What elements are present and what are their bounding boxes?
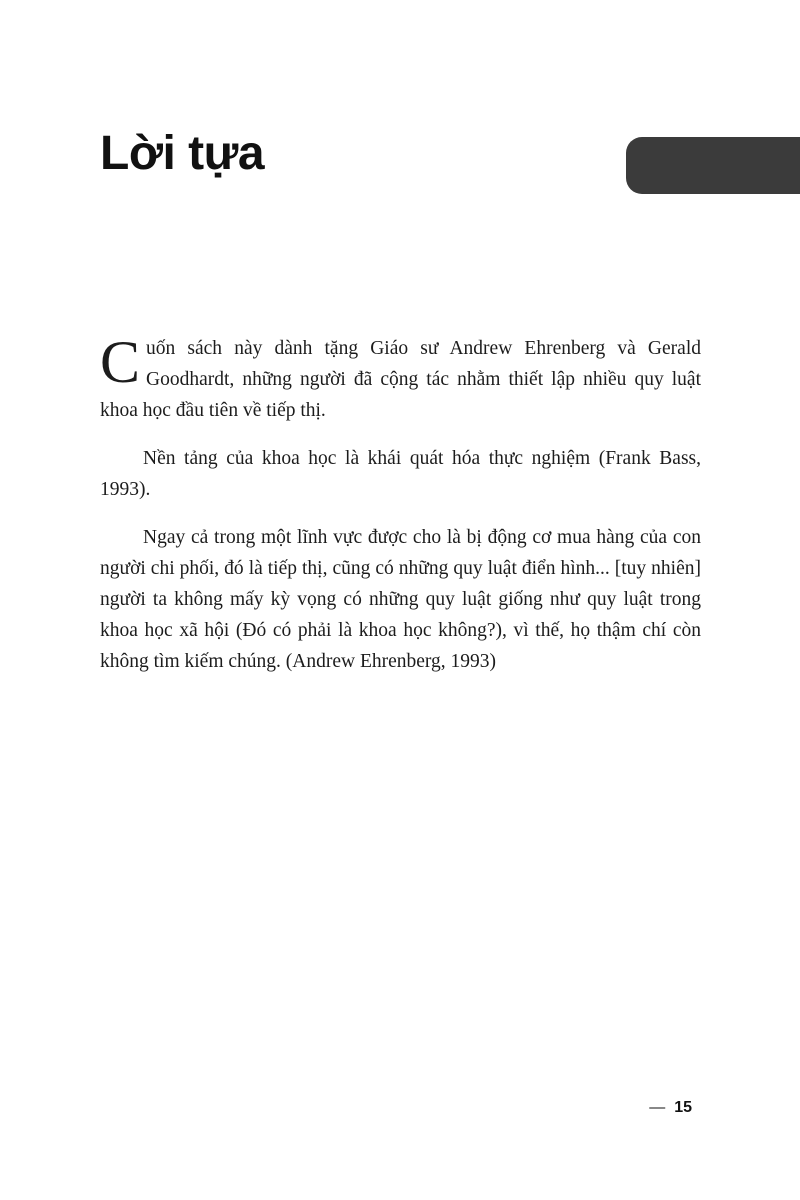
paragraph-quote-ehrenberg: Ngay cả trong một lĩnh vực được cho là bị động cơ mua hàng của con người chi phối, đó là tiếp thị, cũng có những quy luật điển hình... [tuy nhiên] người ta không mấy kỳ vọng có những quy luật giống như quy luật trong khoa học xã hội (Đó có phải là khoa học không?), vì thế, họ thậm chí còn không tìm kiếm chúng. (Andrew Ehrenberg, 1993) (100, 527, 701, 672)
paragraph-dedication (100, 329, 701, 426)
page-number-dash: — (649, 1099, 666, 1116)
page-footer (649, 1099, 692, 1117)
corner-tab-decoration (626, 137, 800, 194)
paragraph-dedication-text: uốn sách này dành tặng Giáo sư Andrew Ehrenberg và Gerald Goodhardt, những người đã cộng tác nhằm thiết lập nhiều quy luật khoa học đầu tiên về tiếp thị. (100, 338, 701, 421)
page-number: 15 (674, 1099, 692, 1116)
body-text (100, 329, 701, 694)
dropcap-letter: C (100, 329, 141, 395)
chapter-title: Lời tựa (100, 127, 265, 180)
paragraph-quote-bass: Nền tảng của khoa học là khái quát hóa thực nghiệm (Frank Bass, 1993). (100, 448, 701, 500)
